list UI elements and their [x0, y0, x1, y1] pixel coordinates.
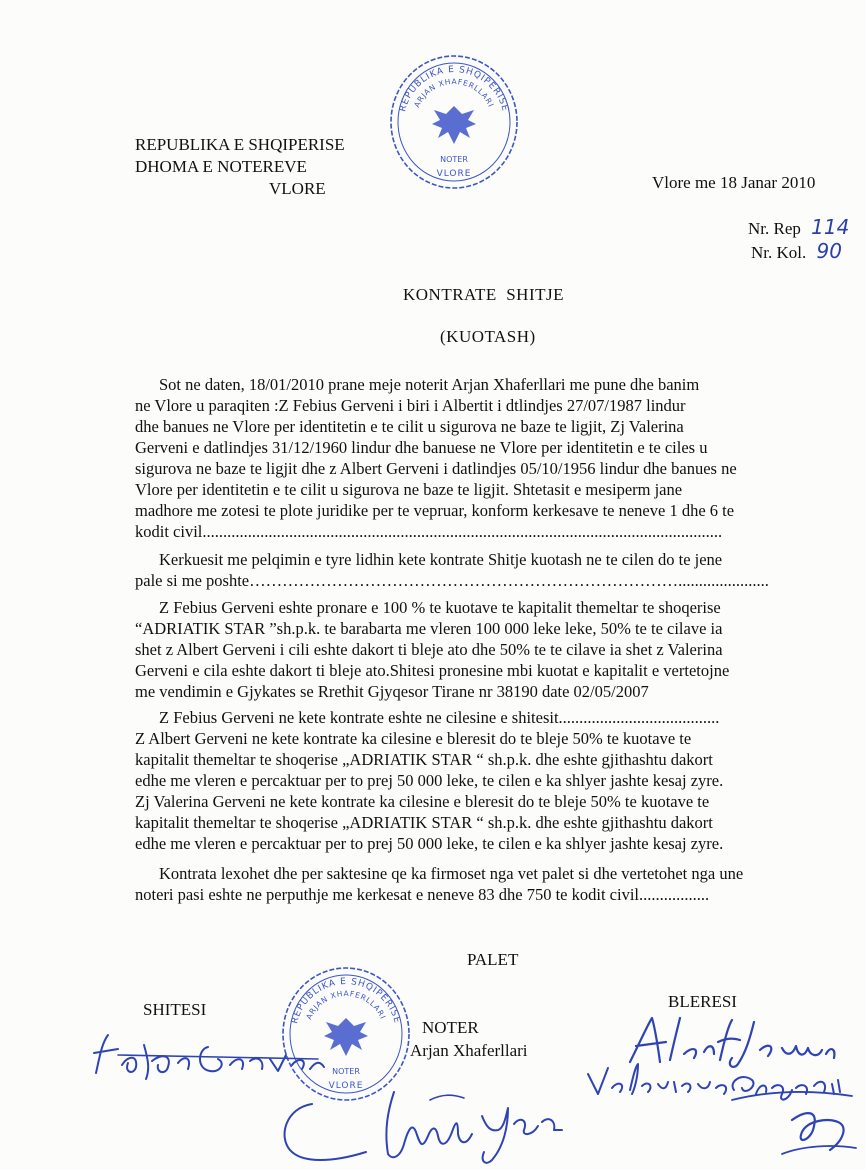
stamp-republic-arc: REPUBLIKA E SHQIPERISE [290, 976, 402, 1025]
stamp-city: VLORE [328, 1081, 364, 1091]
text-line: Kontrata lexohet dhe per saktesine qe ka firmoset nga vet palet si dhe vertetohet nga une [159, 864, 744, 883]
text-line: me vendimin e Gjykates se Rrethit Gjyqesor Tirane nr 38190 date 02/05/2007 [135, 682, 649, 701]
kol-value: 90 [816, 239, 842, 263]
eagle-emblem-icon [324, 1018, 368, 1056]
stamp-seal-graphic [384, 44, 524, 194]
register-numbers [748, 216, 849, 264]
paragraph-parties [135, 374, 851, 542]
issuer-header [135, 134, 345, 200]
text-line: Kerkuesit me pelqimin e tyre lidhin kete kontrate Shitje kuotash ne te cilen do te jene [159, 550, 723, 569]
date-place: Vlore me 18 Janar 2010 [652, 173, 816, 192]
text-line: shet z Albert Gerveni i cili eshte dakort ti bleje ato dhe 50% te te cilave ia shet z Valerina [135, 640, 723, 659]
text-line: Z Febius Gerveni ne kete kontrate eshte ne cilesine e shitesit....................................... [159, 708, 720, 727]
contract-subtitle: (KUOTASH) [440, 327, 536, 346]
text-line: “ADRIATIK STAR ”sh.p.k. te barabarta me vleren 100 000 leke leke, 50% te te cilave ia [135, 619, 723, 638]
text-line: edhe me vleren e percaktuar per to prej 50 000 leke, te cilen e ka shlyer jashte kesaj zyre. [135, 834, 724, 853]
eagle-emblem-icon [432, 106, 476, 144]
paragraph-ownership [135, 597, 851, 702]
stamp-role: NOTER [332, 1067, 360, 1076]
kol-label: Nr. Kol. [751, 243, 807, 262]
header-city: VLORE [269, 179, 326, 198]
stamp-name-arc: ARJAN XHAFERLLARI [304, 988, 388, 1021]
notary-stamp-top [384, 44, 524, 194]
paragraph-closing [135, 863, 851, 905]
header-republic: REPUBLIKA E SHQIPERISE [135, 135, 345, 154]
stamp-role: NOTER [440, 155, 468, 164]
text-line: kapitalit themeltar te shoqerise „ADRIATIK STAR “ sh.p.k. dhe eshte gjithashtu dakort [135, 750, 713, 769]
rep-value: 114 [811, 215, 850, 239]
parties-heading: PALET [467, 950, 519, 969]
text-line: Gerveni e cila eshte dakort ti bleje ato.Shitesi pronesine mbi kuotat e kapitalit e vertetojne [135, 661, 730, 680]
notary-name: Arjan Xhaferllari [410, 1041, 528, 1060]
buyer-label: BLERESI [668, 992, 737, 1011]
text-line: ne Vlore u paraqiten :Z Febius Gerveni i biri i Albertit i dtlindjes 27/07/1987 lindur [135, 396, 686, 415]
notary-label: NOTER [422, 1018, 479, 1037]
rep-label: Nr. Rep [748, 219, 801, 238]
text-line: kapitalit themeltar te shoqerise „ADRIATIK STAR “ sh.p.k. dhe eshte gjithashtu dakort [135, 813, 713, 832]
text-line: Vlore per identitetin e te cilit u sigurova ne baze te ligjit. Shtetasit e mesiperm jane [135, 480, 683, 499]
paragraph-agreement [135, 549, 851, 591]
text-line: sigurova ne baze te ligjit dhe z Albert Gerveni i datlindjes 05/10/1956 lindur dhe banues ne [135, 459, 737, 478]
kol-row [751, 240, 849, 264]
contract-title: KONTRATE SHITJE [403, 285, 564, 304]
text-line: kodit civil.............................................................................................................................. [135, 522, 723, 541]
notary-signature [276, 1086, 576, 1170]
text-line: edhe me vleren e percaktuar per to prej 50 000 leke, te cilen e ka shlyer jashte kesaj zyre. [135, 771, 724, 790]
stamp-name-arc: ARJAN XHAFERLLARI [412, 76, 496, 109]
paragraph-roles [135, 707, 851, 854]
seller-signature [88, 1025, 328, 1085]
text-line: Gerveni e datlindjes 31/12/1960 lindur dhe banuese ne Vlore per identitetin e te ciles u [135, 438, 708, 457]
text-line: Z Albert Gerveni ne kete kontrate ka cilesine e bleresit do te bleje 50% te kuotave te [135, 729, 692, 748]
seller-label: SHITESI [143, 1000, 207, 1019]
text-line: madhore me zotesi te plote juridike per te vepruar, konform kerkesave te neneve 1 dhe 6 te [135, 501, 735, 520]
header-chamber: DHOMA E NOTEREVE [135, 157, 307, 176]
text-line: noteri pasi eshte ne perputhje me kerkesat e neneve 83 dhe 750 te kodit civil................. [135, 885, 710, 904]
stamp-city: VLORE [436, 169, 472, 179]
text-line: dhe banues ne Vlore per identitetin e te cilit u sigurova ne baze te ligjit, Zj Valerina [135, 417, 684, 436]
rep-row [748, 216, 849, 240]
text-line: pale si me poshte……………………………………………………………………...................... [135, 571, 769, 590]
text-line: Sot ne daten, 18/01/2010 prane meje noterit Arjan Xhaferllari me pune dhe banim [159, 375, 700, 394]
text-line: Z Febius Gerveni eshte pronare e 100 % te kuotave te kapitalit themeltar te shoqerise [159, 598, 721, 617]
text-line: Zj Valerina Gerveni ne kete kontrate ka cilesine e bleresit do te bleje 50% te kuotave te [135, 792, 710, 811]
stamp-republic-arc: REPUBLIKA E SHQIPERISE [398, 64, 510, 113]
buyer-signature-valerina [582, 1060, 862, 1170]
